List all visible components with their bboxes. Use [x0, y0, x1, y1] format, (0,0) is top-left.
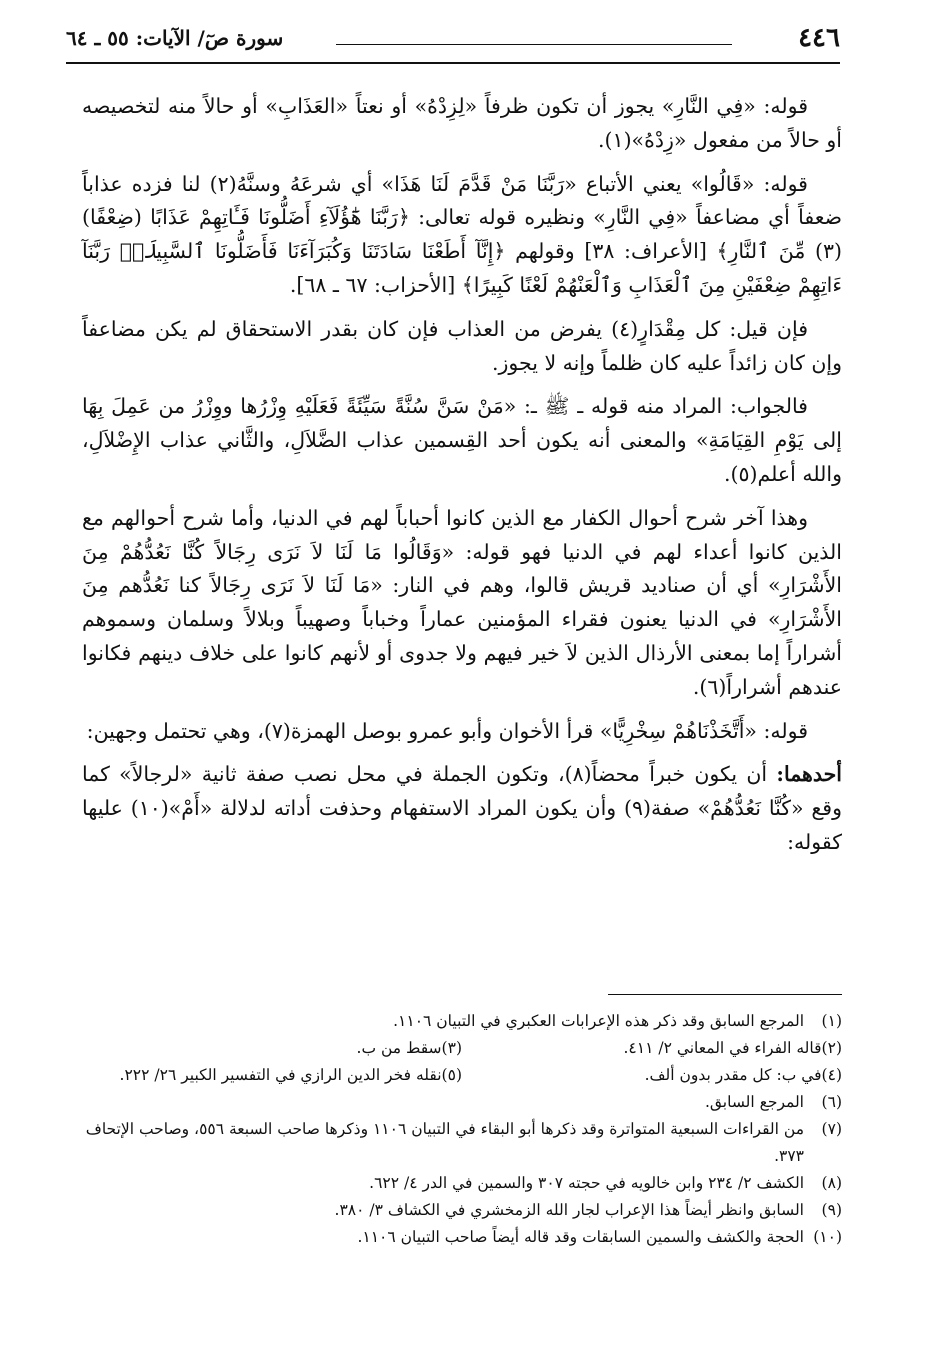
page-number: ٤٤٦	[798, 23, 840, 53]
footnote-10	[82, 1224, 842, 1251]
footnote-3	[82, 1035, 462, 1062]
paragraph-2: قوله: «قَالُوا» يعني الأتباع «رَبَّنَا مَنْ قَدَّمَ لَنَا هَذَا» أي شرعَهُ وسنَّهُ(٢) لنا فزده عذاباً ضعفاً أي مضاعفاً «فِي النَّارِ» ونظيره قوله تعالى: ﴿رَبَّنَا هَٰٓؤُلَآءِ أَضَلُّونَا فَـَٔاتِهِمْ عَذَابًا (ضِعْفًا)(٣) مِّنَ ٱلنَّارِ﴾ [الأعراف: ٣٨] وقولهم ﴿إِنَّآ أَطَعْنَا سَادَتَنَا وَكُبَرَآءَنَا فَأَضَلُّونَا ٱلسَّبِيلَا۠ رَبَّنَآ ءَاتِهِمْ ضِعْفَيْنِ مِنَ ٱلْعَذَابِ وَٱلْعَنْهُمْ لَعْنًا كَبِيرًا﴾ [الأحزاب: ٦٧ ـ ٦٨].	[82, 171, 842, 297]
footnote-text: المرجع السابق.	[704, 1093, 804, 1111]
footnote-number: (١٠)	[813, 1228, 842, 1246]
first-aspect-text: أن يكون خبراً محضاً(٨)، وتكون الجملة في محل نصب صفة ثانية «لرجالاً» كما وقع «كُنَّا نَعُدُّهُمْ» صفة(٩) وأن يكون المراد الاستفهام وحذفت أداته لدلالة «أَمْ»(١٠) عليها كقوله:	[82, 762, 842, 854]
footnote-number: (٦)	[821, 1093, 842, 1111]
footnote-text: في ب: كل مقدر بدون ألف.	[644, 1066, 822, 1084]
footnote-4	[462, 1062, 842, 1089]
paragraph-4: فالجواب: المراد منه قوله ـ ﷺ ـ: «مَنْ سَنَّ سُنَّةً سَيِّئَةً فَعَلَيْهِ وِزْرُها ووِزْرُ من عَمِلَ بِهَا إلى يَوْمِ القِيَامَةِ» والمعنى أنه يكون أحد القِسمين عذاب الضَّلاَلِ، والثَّاني عذاب الإِضْلاَلِ، والله أعلم(٥).	[82, 394, 842, 486]
header-rule	[66, 62, 840, 64]
footnote-text: الكشف ٢/ ٢٣٤ وابن خالويه في حجته ٣٠٧ والسمين في الدر ٤/ ٦٢٢.	[369, 1174, 804, 1192]
footnote-1	[82, 1008, 842, 1035]
footnote-separator	[608, 994, 842, 995]
footnote-text: المرجع السابق وقد ذكر هذه الإعرابات العكبري في التبيان ١١٠٦.	[393, 1012, 804, 1030]
footnote-row-4-5	[82, 1062, 842, 1089]
footnote-text: من القراءات السبعية المتواترة وقد ذكرها أبو البقاء في التبيان ١١٠٦ وذكرها صاحب السبعة ٥٥٦، وصاحب الإتحاف ٣٧٣.	[85, 1120, 804, 1165]
main-text	[82, 90, 842, 870]
footnote-number: (٣)	[441, 1039, 462, 1057]
header-dash-line	[336, 44, 732, 45]
running-title: سورة صٓ/ الآيات: ٥٥ ـ ٦٤	[66, 26, 284, 50]
footnote-9	[82, 1197, 842, 1224]
footnote-number: (٢)	[821, 1039, 842, 1057]
footnote-number: (٧)	[821, 1120, 842, 1138]
paragraph-7	[82, 758, 842, 859]
footnote-5	[82, 1062, 462, 1089]
paragraph-6: قوله: «أَتَّخَذْنَاهُمْ سِخْرِيًّا» قرأ الأخوان وأبو عمرو بوصل الهمزة(٧)، وهي تحتمل وجهين:	[86, 718, 808, 743]
footnote-2	[462, 1035, 842, 1062]
footnote-text: سقط من ب.	[356, 1039, 442, 1057]
footnote-number: (٨)	[821, 1174, 842, 1192]
paragraph-5: وهذا آخر شرح أحوال الكفار مع الذين كانوا أحباباً لهم في الدنيا، وأما شرح أحوالهم مع الذين كانوا أعداء لهم في الدنيا فهو قوله: «وَقَالُوا مَا لَنَا لاَ نَرَى رِجَالاً كُنَّا نَعُدُّهُمْ مِنَ الأَشْرَارِ» أي أن صناديد قريش قالوا، وهم في النار: «مَا لَنَا لاَ نَرَى رِجَالاً كنا نَعُدُّهم مِنَ الأَشْرَارِ» في الدنيا يعنون فقراء المؤمنين عماراً وخباباً وصهيباً وبلالاً وسلمان وسموهم أشراراً إما بمعنى الأرذال الذين لاَ خير فيهم ولا جدوى أو لأنهم كانوا على خلاف دينهم فكانوا عندهم أشراراً(٦).	[82, 505, 842, 699]
page-header	[66, 20, 840, 64]
footnote-number: (٥)	[441, 1066, 462, 1084]
footnote-7	[82, 1116, 842, 1170]
footnote-number: (٤)	[821, 1066, 842, 1084]
footnote-text: قاله الفراء في المعاني ٢/ ٤١١.	[623, 1039, 822, 1057]
first-aspect-label: أحدهما:	[776, 762, 842, 787]
paragraph-3: فإن قيل: كل مِقْدَارٍ(٤) يفرض من العذاب فإن كان بقدر الاستحقاق لم يكن مضاعفاً وإن كان زائداً عليه كان ظلماً وإنه لا يجوز.	[82, 316, 842, 375]
paragraph-1: قوله: «فِي النَّارِ» يجوز أن تكون ظرفاً «لِزِدْهُ» أو نعتاً «العَذَابِ» أو حالاً منه لتخصيصه أو حالاً من مفعول «زِدْهُ»(١).	[82, 94, 842, 152]
footnote-number: (١)	[821, 1012, 842, 1030]
footnote-6	[82, 1089, 842, 1116]
footnote-text: السابق وانظر أيضاً هذا الإعراب لجار الله الزمخشري في الكشاف ٣/ ٣٨٠.	[334, 1201, 804, 1219]
footnote-row-2-3	[82, 1035, 842, 1062]
footnote-text: نقله فخر الدين الرازي في التفسير الكبير ٢٦/ ٢٢٢.	[119, 1066, 442, 1084]
footnotes	[82, 1008, 842, 1251]
footnote-text: الحجة والكشف والسمين السابقات وقد قاله أيضاً صاحب التبيان ١١٠٦.	[357, 1228, 804, 1246]
footnote-8	[82, 1170, 842, 1197]
footnote-number: (٩)	[821, 1201, 842, 1219]
